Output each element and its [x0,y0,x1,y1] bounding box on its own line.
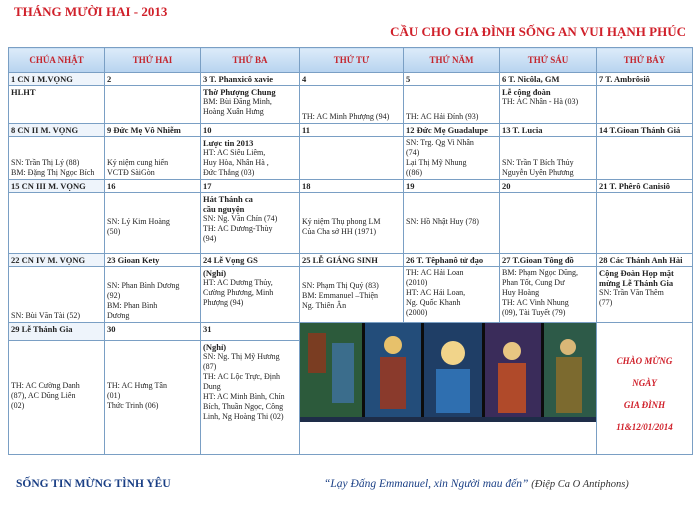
day-cell [597,193,693,254]
day-label: 23 Gioan Kety [105,254,201,267]
greeting-line: 11&12/01/2014 [616,422,673,432]
event-text: Kỷ niệm Thụ phong LM Của Cha sở HH (1971) [302,217,381,236]
day-label: 22 CN IV M. VỌNG [9,254,105,267]
event-title: Cộng Đoàn Họp mặt mừng Lễ Thánh Gia [599,268,674,288]
day-cell [201,267,300,323]
event-text: Kỷ niệm cung hiến VCTĐ SàiGòn [107,158,169,177]
day-cell [500,267,597,323]
theme-title: CẦU CHO GIA ĐÌNH SỐNG AN VUI HẠNH PHÚC [390,24,686,39]
event-text: TH: AC Cường Danh (87), AC Dũng Liên (02) [11,380,80,410]
day-cell [9,86,105,124]
day-cell [597,137,693,180]
day-cell [300,193,404,254]
event-title: Hát Thánh ca cầu nguyện [203,194,253,214]
event-text: SN: Trần Thị Lý (88) BM: Đặng Thị Ngọc Bích [11,158,95,177]
event-text: SN: Trần Văn Thêm (77) [599,288,664,307]
day-label: 5 [404,73,500,86]
weekday-header: THỨ HAI [105,48,201,73]
day-cell [9,193,105,254]
weekday-header: THỨ BẢY [597,48,693,73]
event-text: TH: AC Nhân - Hà (03) [502,97,579,106]
event-text: BM: Phạm Ngọc Dũng, Phan Tốt, Cung Dư Huy Hoàng TH: AC Vinh Nhung (09), Tài Tuyết (79) [502,268,578,317]
event-text: TH: AC Hải Đính (93) [406,112,479,121]
day-label: 24 Lễ Vọng GS [201,254,300,267]
day-cell [9,267,105,323]
day-label: 4 [300,73,404,86]
day-label: 11 [300,124,404,137]
event-title: Lễ cộng đoàn [502,87,551,97]
calendar-table [8,47,693,455]
day-label: 2 [105,73,201,86]
day-cell [105,340,201,454]
day-label: 19 [404,180,500,193]
day-cell [404,86,500,124]
day-content-row [9,193,693,254]
day-cell [500,137,597,180]
day-label: 26 T. Têphanô tử đạo [404,254,500,267]
weekday-header: THỨ SÁU [500,48,597,73]
day-label: 28 Các Thánh Anh Hài [597,254,693,267]
event-text: SN: Phan Bình Dương (92) BM: Phan Bình Dương [107,281,180,320]
day-label: 9 Đức Mẹ Vô Nhiễm [105,124,201,137]
event-text: SN: Trg. Qg Vi Nhân (74) Lại Thị Mỹ Nhung ((86) [406,138,474,177]
day-cell [404,137,500,180]
nativity-scene-icon [300,323,596,417]
event-text: SN: Phạm Thị Quý (83) BM: Emmanuel –Thiện Ng. Thiên Ân [302,281,379,310]
day-cell [201,86,300,124]
day-cell [300,267,404,323]
day-label: 7 T. Ambrôsiô [597,73,693,86]
greeting-line: CHÀO MỪNG [616,356,673,366]
greeting-line: NGÀY [632,378,657,388]
day-label: 21 T. Phêrô Canisiô [597,180,693,193]
event-text: SN: Lý Kim Hoàng (50) [107,217,170,236]
day-number-row [9,124,693,137]
day-label: 31 [201,323,300,341]
day-cell [201,137,300,180]
day-cell [597,86,693,124]
day-number-row [9,323,693,341]
event-text: SN: Ng. Thị Mỹ Hương (87) TH: AC Lộc Trực, Định Dung HT: AC Minh Bình, Chín Bích, Thuần Ngọc, Công Linh, Ng Hoàng Thi (02) [203,351,285,421]
day-cell [105,86,201,124]
month-title: THÁNG MƯỜI HAI - 2013 [14,4,168,19]
day-cell [201,340,300,454]
footer-note: (Điệp Ca O Antiphons) [531,479,629,490]
day-label: 25 LỄ GIÁNG SINH [300,254,404,267]
footer-quote: “Lạy Đấng Emmanuel, xin Người mau đến” [324,478,529,490]
day-label: 20 [500,180,597,193]
day-label: 10 [201,124,300,137]
day-cell [9,340,105,454]
day-number-row [9,180,693,193]
day-cell [201,193,300,254]
family-day-greeting [597,333,692,444]
day-label: 14 T.Gioan Thánh Giá [597,124,693,137]
nativity-stained-glass-image [300,323,596,422]
day-cell [404,193,500,254]
day-label: 16 [105,180,201,193]
event-text: SN: Ng. Văn Chín (74) TH: AC Dương-Thùy (94) [203,214,278,243]
day-cell [500,193,597,254]
day-cell [500,86,597,124]
weekday-header: THỨ BA [201,48,300,73]
day-cell [300,137,404,180]
day-cell [105,267,201,323]
event-text: SN: Trần T Bích Thủy Nguyễn Uyên Phương [502,158,574,177]
day-label: 29 Lễ Thánh Gia [9,323,105,341]
weekday-header: THỨ NĂM [404,48,500,73]
day-cell [300,86,404,124]
event-text: TH: AC Hưng Tân (01) Thức Trinh (06) [107,380,167,410]
day-label: 17 [201,180,300,193]
day-label: 18 [300,180,404,193]
day-label: 8 CN II M. VỌNG [9,124,105,137]
day-label: 6 T. Nicôla, GM [500,73,597,86]
day-cell [9,137,105,180]
day-number-row [9,254,693,267]
footer-quote-block [324,478,629,490]
event-text: SN: Hồ Nhật Huy (78) [406,217,479,226]
day-cell [105,193,201,254]
event-text: BM: Bùi Đăng Minh, Hoàng Xuân Hưng [203,97,272,116]
day-label: 15 CN III M. VỌNG [9,180,105,193]
day-label: 30 [105,323,201,341]
day-content-row [9,137,693,180]
day-label: 1 CN I M.VỌNG [9,73,105,86]
weekday-header-row [9,48,693,73]
event-text: HT: AC Dương Thủy, Cường Phương, Minh Phượng (94) [203,278,274,307]
event-text: SN: Bùi Văn Tài (52) [11,311,81,320]
day-cell [105,137,201,180]
day-label: 13 T. Lucia [500,124,597,137]
event-title: Lược tin 2013 [203,138,254,148]
weekday-header: CHÚA NHẬT [9,48,105,73]
day-content-row [9,86,693,124]
day-label: 12 Đức Mẹ Guadalupe [404,124,500,137]
event-title: HLHT [11,87,36,97]
day-label: 27 T.Gioan Tông đồ [500,254,597,267]
event-title: Thờ Phượng Chung [203,87,276,97]
greeting-cell [597,323,693,455]
day-content-row [9,267,693,323]
day-cell [404,267,500,323]
day-label: 3 T. Phanxicô xavie [201,73,300,86]
greeting-line: GIA ĐÌNH [623,400,666,410]
event-text: HT: AC Siêu Liêm, Huy Hòa, Nhân Hà , Đức Thắng (03) [203,148,269,177]
event-title: (Nghỉ) [203,268,227,278]
event-text: TH: AC Minh Phượng (94) [302,112,390,121]
nativity-image-cell [300,323,597,455]
day-number-row [9,73,693,86]
event-text: TH: AC Hải Loan (2010) HT: AC Hải Loan, Ng. Quốc Khanh (2000) [406,268,466,317]
footer-motto: SỐNG TIN MỪNG TÌNH YÊU [16,478,171,490]
event-title: (Nghỉ) [203,341,227,352]
day-cell [597,267,693,323]
weekday-header: THỨ TƯ [300,48,404,73]
